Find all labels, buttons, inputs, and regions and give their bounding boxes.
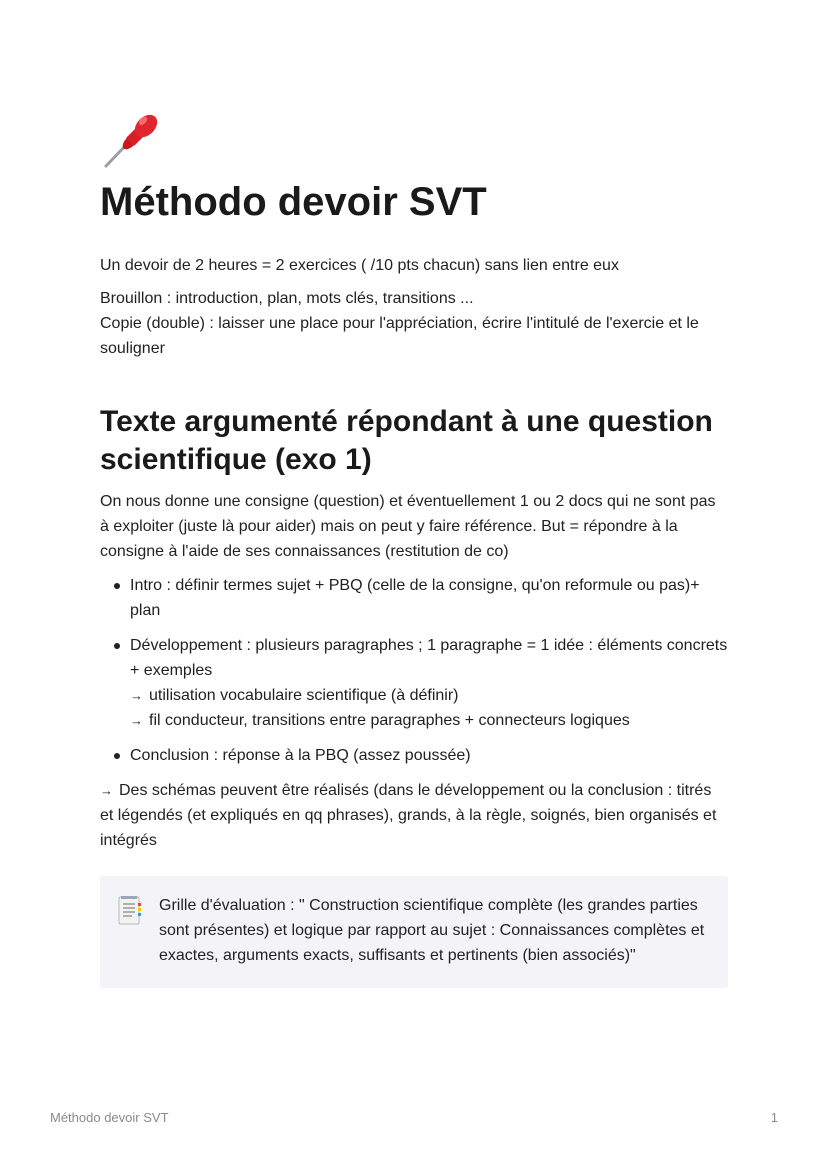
sub-line-text: fil conducteur, transitions entre paragraphes + connecteurs logiques: [149, 712, 630, 729]
memo-list-icon: [118, 896, 142, 926]
callout-text: Grille d'évaluation : " Construction scientifique complète (les grandes parties sont présentes) et logique par rapport au sujet : Connaissances complètes et exactes, arguments exacts, suffisants et pertinents (bien associés)": [159, 897, 705, 964]
arrow-icon: →: [130, 713, 143, 728]
callout-box: [100, 876, 728, 988]
schemas-text: Des schémas peuvent être réalisés (dans le développement ou la conclusion : titrés et légendés (et expliqués en qq phrases), grands, à la règle, soignés, bien organisés et intégrés: [100, 782, 717, 849]
section-heading: Texte argumenté répondant à une question scientifique (exo 1): [100, 405, 713, 476]
page-content: [100, 108, 728, 988]
arrow-icon: →: [130, 688, 143, 703]
brouillon-copie-block: [100, 286, 728, 361]
section-paragraph: On nous donne une consigne (question) et éventuellement 1 ou 2 docs qui ne sont pas à exploiter (juste là pour aider) mais on peut y faire référence. But = répondre à la consigne à l'aide de ses connaissances (restitution de co): [100, 493, 716, 560]
pushpin-icon: [100, 108, 164, 172]
sub-line-fil-conducteur: [130, 708, 728, 733]
bullet-text-intro: Intro : définir termes sujet + PBQ (celle de la consigne, qu'on reformule ou pas)+ plan: [130, 577, 700, 619]
footer-title: Méthodo devoir SVT: [50, 1110, 169, 1125]
intro-paragraph: Un devoir de 2 heures = 2 exercices ( /10 pts chacun) sans lien entre eux: [100, 257, 619, 274]
bullet-item-developpement: [130, 633, 728, 733]
bullet-item-conclusion: [130, 743, 728, 768]
schemas-paragraph: [100, 778, 728, 853]
bullet-list: [100, 573, 728, 768]
bullet-text-developpement: Développement : plusieurs paragraphes ; 1 paragraphe = 1 idée : éléments concrets + exemples: [130, 637, 728, 679]
copie-line: Copie (double) : laisser une place pour l'appréciation, écrire l'intitulé de l'exercie et le souligner: [100, 315, 699, 357]
footer-page-number: 1: [770, 1110, 778, 1125]
brouillon-line: Brouillon : introduction, plan, mots clés, transitions ...: [100, 290, 474, 307]
arrow-icon: →: [100, 783, 113, 798]
sub-line-vocabulaire: [130, 683, 728, 708]
sub-line-text: utilisation vocabulaire scientifique (à définir): [149, 687, 459, 704]
page-footer: [50, 1110, 778, 1125]
bullet-text-conclusion: Conclusion : réponse à la PBQ (assez poussée): [130, 747, 471, 764]
bullet-item-intro: [130, 573, 728, 623]
page-title: Méthodo devoir SVT: [100, 180, 487, 224]
